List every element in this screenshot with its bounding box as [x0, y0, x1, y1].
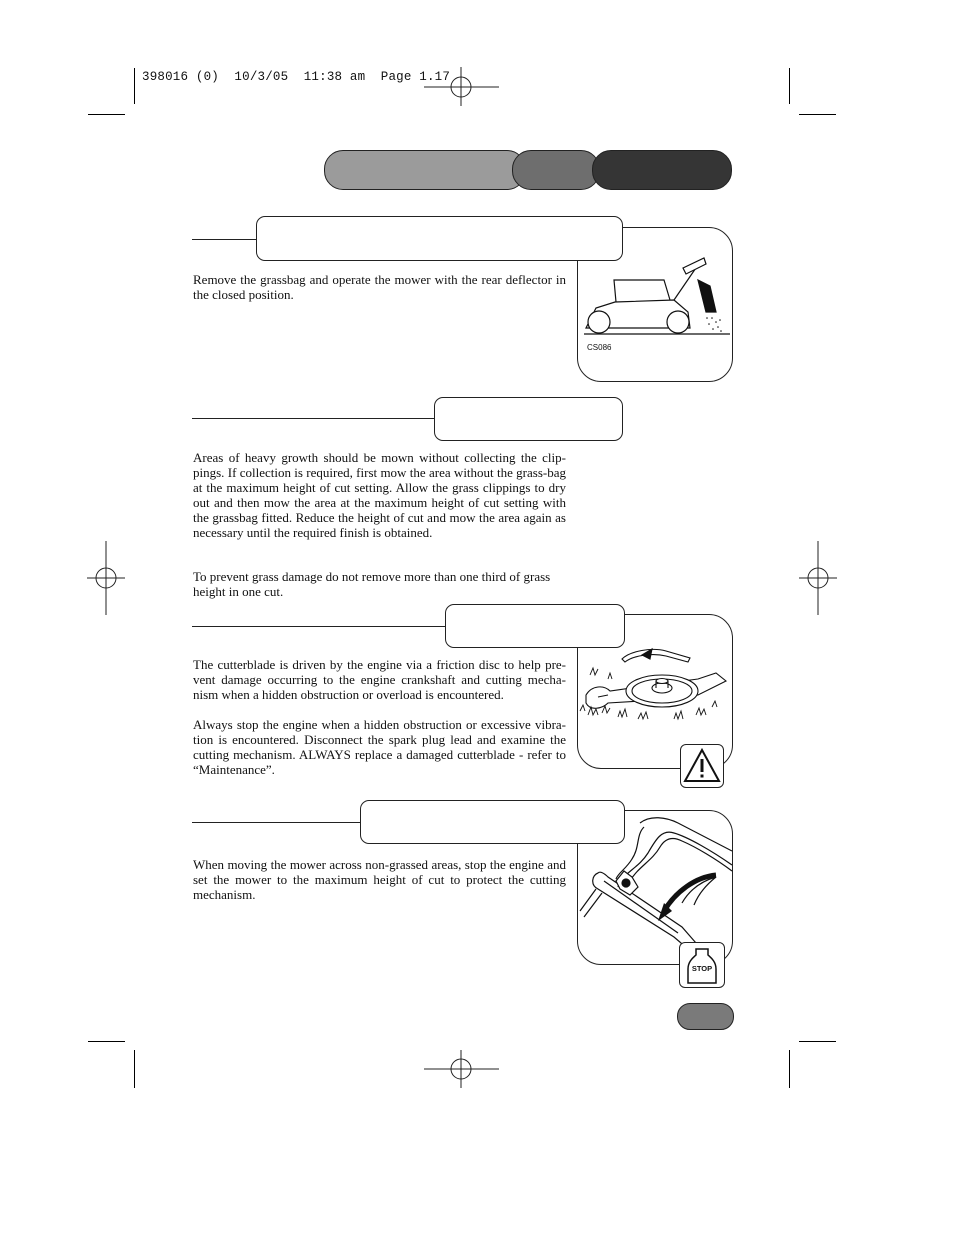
print-header: 398016 (0) 10/3/05 11:38 am Page 1.17 [142, 70, 451, 84]
page-number-tab [677, 1003, 734, 1030]
warning-triangle-icon [681, 745, 723, 787]
paragraph: To prevent grass damage do not remove more than one third of grass height in one cut. [193, 569, 551, 600]
section-heading-moving [360, 800, 625, 844]
chapter-tab-mid [512, 150, 600, 190]
figure-code: CS086 [587, 343, 612, 352]
stop-symbol [679, 942, 725, 988]
section-heading-heavy-growth [434, 397, 623, 441]
chapter-tabs [324, 150, 733, 190]
paragraph: Remove the grassbag and operate the mower with the rear deflector in the closed position. [193, 272, 566, 303]
stop-handle-icon [680, 943, 724, 987]
paragraph: Areas of heavy growth should be mown without collecting the clip-pings. If collection is required, first mow the area without the grass-bag at the maximum height of cut setting. Allow the grass clippings to dry out and then mow the area at the maximum height of cut setting with the grassbag fitted. Reduce the height of cut and mow the area again as necessary until the required finish is obtained. [193, 450, 566, 541]
paragraph: The cutterblade is driven by the engine via a friction disc to help pre-vent damage occurring to the engine crankshaft and cutting mecha-nism when a hidden obstruction or overload is encountered. [193, 657, 566, 703]
chapter-tab-light [324, 150, 526, 190]
paragraph: When moving the mower across non-grassed areas, stop the engine and set the mower to the maximum height of cut to protect the cutting mechanism. [193, 857, 566, 903]
stop-label: STOP [691, 964, 713, 973]
paragraph: Always stop the engine when a hidden obstruction or excessive vibra-tion is encountered. Disconnect the spark plug lead and examine the cutting mechanism. ALWAYS replace a damaged cutterblade - refer to “Maintenance”. [193, 717, 566, 778]
section-heading-deflector [256, 216, 623, 261]
chapter-tab-dark [592, 150, 732, 190]
section-heading-cutterblade [445, 604, 625, 648]
warning-symbol [680, 744, 724, 788]
